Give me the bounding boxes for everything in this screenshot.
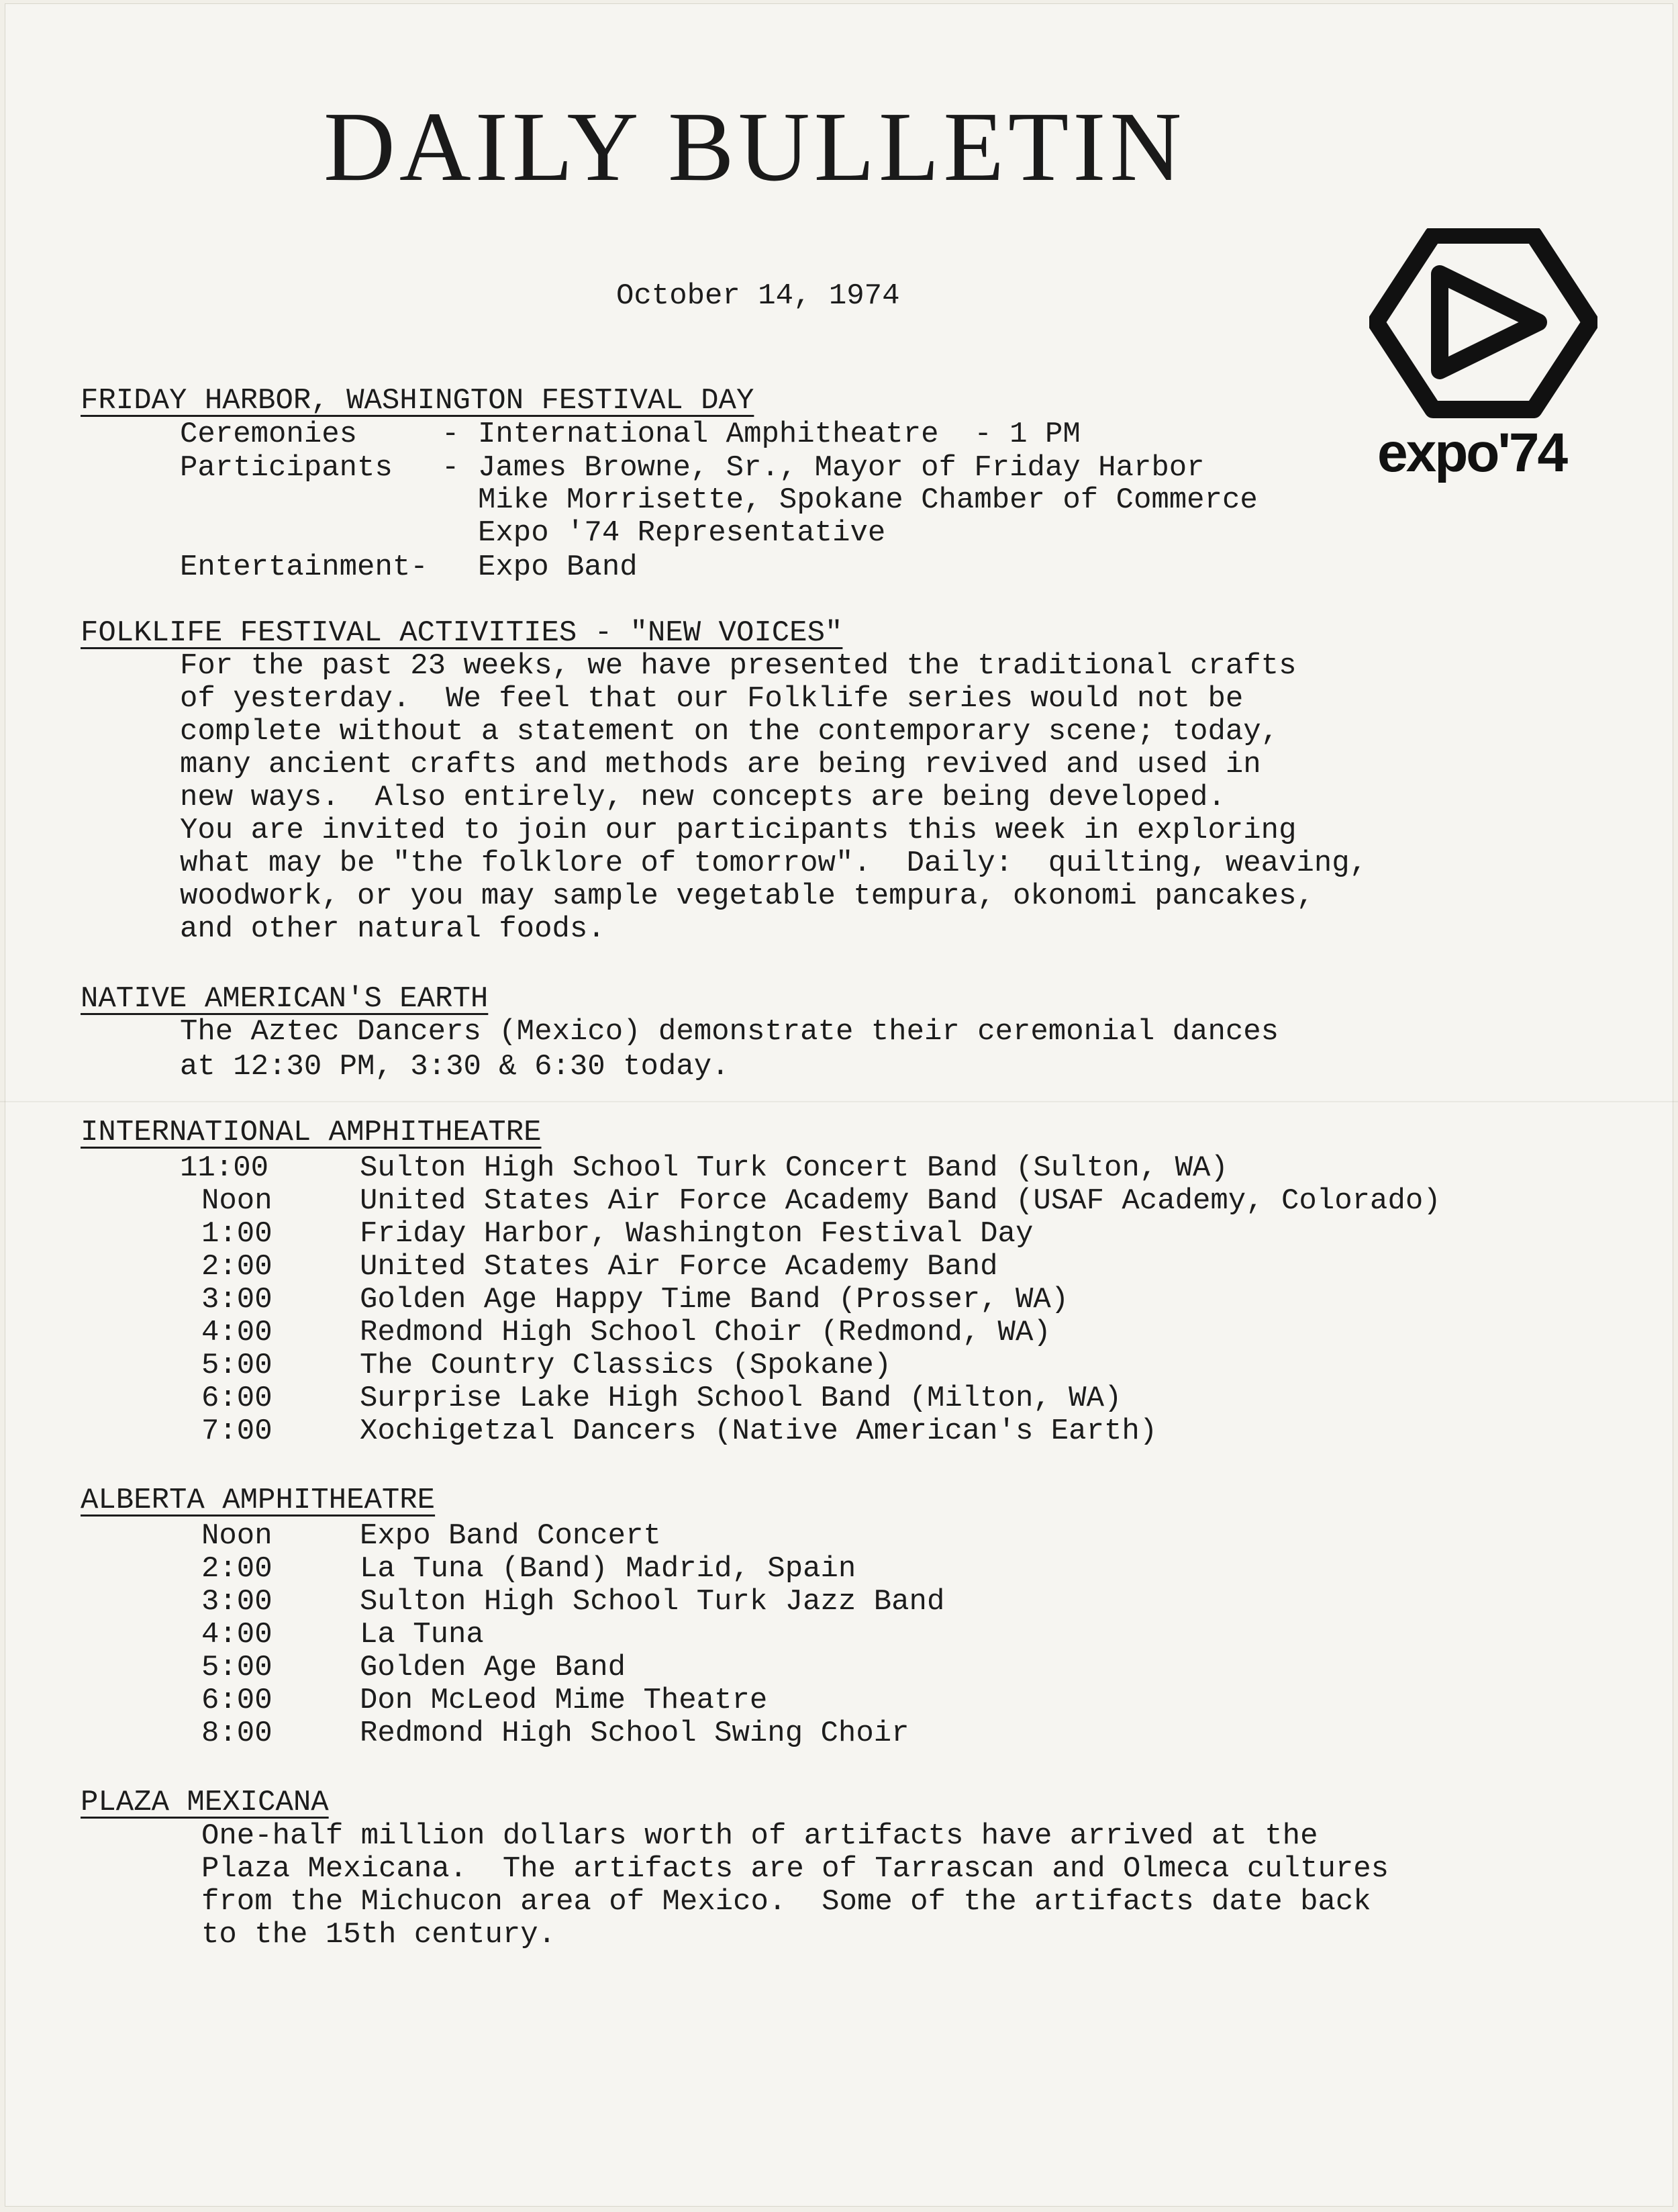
- schedule-event: The Country Classics (Spokane): [360, 1349, 892, 1382]
- schedule-time: Noon: [201, 1184, 273, 1218]
- folklife-heading: FOLKLIFE FESTIVAL ACTIVITIES - "NEW VOICES": [81, 616, 843, 650]
- friday-harbor-text: Expo '74 Representative: [478, 516, 886, 550]
- schedule-time: 5:00: [201, 1349, 273, 1382]
- friday-harbor-text: Expo Band: [478, 550, 638, 584]
- schedule-time: 1:00: [201, 1217, 273, 1251]
- bulletin-date: October 14, 1974: [616, 279, 900, 313]
- native-earth-line: at 12:30 PM, 3:30 & 6:30 today.: [180, 1050, 730, 1084]
- friday-harbor-text: International Amphitheatre - 1 PM: [478, 418, 1081, 451]
- friday-harbor-label: Participants: [180, 451, 393, 485]
- schedule-time: 4:00: [201, 1316, 273, 1349]
- schedule-time: 11:00: [180, 1151, 269, 1185]
- friday-harbor-sep: -: [442, 451, 460, 485]
- plaza-mexicana-line: from the Michucon area of Mexico. Some of the artifacts date back: [201, 1885, 1371, 1919]
- schedule-event: Xochigetzal Dancers (Native American's Earth): [360, 1414, 1158, 1448]
- folklife-line: and other natural foods.: [180, 912, 605, 946]
- plaza-mexicana-heading: PLAZA MEXICANA: [81, 1786, 329, 1819]
- schedule-time: 6:00: [201, 1684, 273, 1717]
- friday-harbor-text: James Browne, Sr., Mayor of Friday Harbor: [478, 451, 1205, 485]
- schedule-time: 5:00: [201, 1651, 273, 1684]
- plaza-mexicana-line: One-half million dollars worth of artifacts have arrived at the: [201, 1819, 1318, 1853]
- intl-amphitheatre-heading: INTERNATIONAL AMPHITHEATRE: [81, 1116, 542, 1149]
- schedule-time: 6:00: [201, 1382, 273, 1415]
- folklife-line: complete without a statement on the contemporary scene; today,: [180, 715, 1279, 749]
- folklife-line: woodwork, or you may sample vegetable tempura, okonomi pancakes,: [180, 879, 1314, 913]
- schedule-time: 2:00: [201, 1552, 273, 1586]
- friday-harbor-text: Mike Morrisette, Spokane Chamber of Commerce: [478, 483, 1258, 517]
- schedule-time: Noon: [201, 1519, 273, 1553]
- expo-logo-text: expo'74: [1377, 422, 1567, 483]
- schedule-time: 8:00: [201, 1717, 273, 1750]
- schedule-event: Don McLeod Mime Theatre: [360, 1684, 768, 1717]
- alberta-amphitheatre-heading: ALBERTA AMPHITHEATRE: [81, 1484, 436, 1517]
- folklife-line: what may be "the folklore of tomorrow". Daily: quilting, weaving,: [180, 847, 1368, 880]
- schedule-event: Expo Band Concert: [360, 1519, 661, 1553]
- friday-harbor-label: Ceremonies: [180, 418, 358, 451]
- schedule-event: Golden Age Band: [360, 1651, 626, 1684]
- schedule-time: 3:00: [201, 1585, 273, 1619]
- schedule-event: Golden Age Happy Time Band (Prosser, WA): [360, 1283, 1069, 1316]
- schedule-time: 3:00: [201, 1283, 273, 1316]
- schedule-event: Redmond High School Swing Choir: [360, 1717, 909, 1750]
- friday-harbor-label: Entertainment-: [180, 550, 428, 584]
- folklife-line: of yesterday. We feel that our Folklife series would not be: [180, 682, 1244, 716]
- paper-fold: [0, 1101, 1678, 1102]
- schedule-time: 2:00: [201, 1250, 273, 1284]
- schedule-event: United States Air Force Academy Band (USAF Academy, Colorado): [360, 1184, 1441, 1218]
- schedule-time: 7:00: [201, 1414, 273, 1448]
- friday-harbor-heading: FRIDAY HARBOR, WASHINGTON FESTIVAL DAY: [81, 384, 754, 418]
- friday-harbor-sep: -: [442, 418, 460, 451]
- schedule-event: Sulton High School Turk Concert Band (Sulton, WA): [360, 1151, 1228, 1185]
- native-earth-heading: NATIVE AMERICAN'S EARTH: [81, 982, 489, 1016]
- folklife-line: many ancient crafts and methods are being revived and used in: [180, 748, 1261, 781]
- native-earth-line: The Aztec Dancers (Mexico) demonstrate their ceremonial dances: [180, 1015, 1279, 1049]
- plaza-mexicana-line: to the 15th century.: [201, 1918, 556, 1952]
- schedule-event: La Tuna (Band) Madrid, Spain: [360, 1552, 856, 1586]
- schedule-time: 4:00: [201, 1618, 273, 1651]
- folklife-line: For the past 23 weeks, we have presented the traditional crafts: [180, 649, 1297, 683]
- schedule-event: Surprise Lake High School Band (Milton, WA): [360, 1382, 1122, 1415]
- bulletin-title: DAILY BULLETIN: [324, 92, 1186, 202]
- plaza-mexicana-line: Plaza Mexicana. The artifacts are of Tarrascan and Olmeca cultures: [201, 1852, 1389, 1886]
- schedule-event: Sulton High School Turk Jazz Band: [360, 1585, 945, 1619]
- schedule-event: United States Air Force Academy Band: [360, 1250, 998, 1284]
- schedule-event: Friday Harbor, Washington Festival Day: [360, 1217, 1034, 1251]
- folklife-line: You are invited to join our participants this week in exploring: [180, 814, 1297, 847]
- schedule-event: Redmond High School Choir (Redmond, WA): [360, 1316, 1051, 1349]
- schedule-event: La Tuna: [360, 1618, 484, 1651]
- folklife-line: new ways. Also entirely, new concepts are being developed.: [180, 781, 1226, 814]
